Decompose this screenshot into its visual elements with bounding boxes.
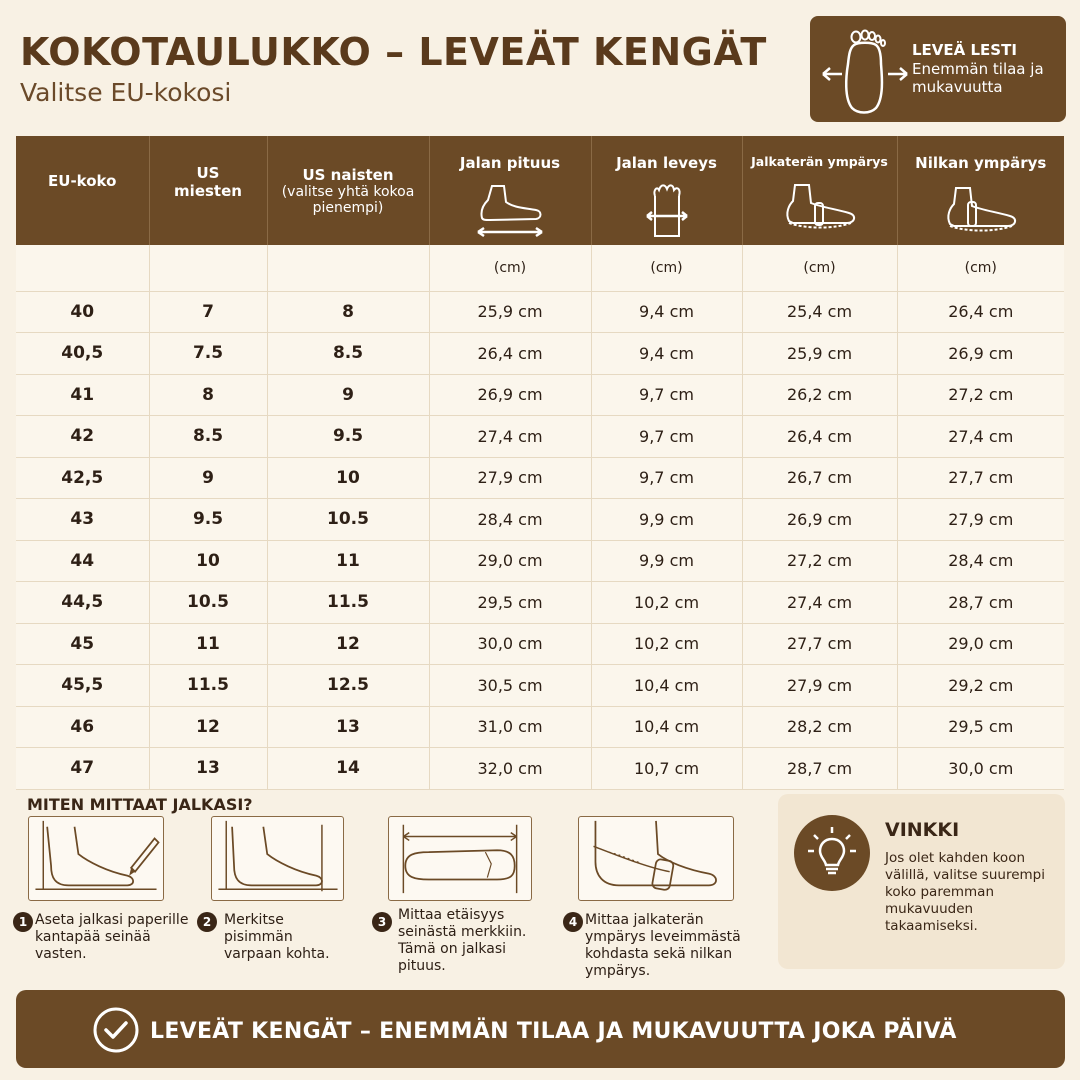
table-cell: 27,9 cm xyxy=(429,457,591,499)
table-cell: 10.5 xyxy=(267,499,429,541)
table-cell: 27,4 cm xyxy=(742,582,897,624)
table-cell: 12 xyxy=(149,706,267,748)
table-cell: 27,7 cm xyxy=(897,457,1064,499)
step-4-text: Mittaa jalkaterän ympärys leveimmästä kohdasta sekä nilkan ympärys. xyxy=(585,912,741,979)
table-cell: 9,9 cm xyxy=(591,540,742,582)
table-cell: 8 xyxy=(267,291,429,333)
size-table xyxy=(16,136,1064,790)
step-1-text: Aseta jalkasi paperille kantapää seinää vasten. xyxy=(35,912,189,962)
tip-box xyxy=(778,794,1065,969)
header-us-men: US miesten xyxy=(149,136,267,245)
lightbulb-icon xyxy=(794,815,870,891)
table-cell: 40,5 xyxy=(16,333,149,375)
table-cell: 27,4 cm xyxy=(897,416,1064,458)
header-foot-width: Jalan leveys xyxy=(591,136,742,245)
table-cell: 45 xyxy=(16,623,149,665)
table-cell: 10,2 cm xyxy=(591,582,742,624)
table-cell: 11.5 xyxy=(149,665,267,707)
table-cell: 30,0 cm xyxy=(897,748,1064,790)
table-cell: 9 xyxy=(267,374,429,416)
table-cell: 40 xyxy=(16,291,149,333)
unit-length: (cm) xyxy=(429,245,591,291)
table-cell: 25,9 cm xyxy=(429,291,591,333)
table-cell: 10,7 cm xyxy=(591,748,742,790)
table-cell: 10,2 cm xyxy=(591,623,742,665)
table-cell: 7 xyxy=(149,291,267,333)
header-ankle-girth: Nilkan ympärys xyxy=(897,136,1064,245)
table-cell: 27,2 cm xyxy=(742,540,897,582)
table-cell: 8.5 xyxy=(149,416,267,458)
table-cell: 29,5 cm xyxy=(429,582,591,624)
step-3-text: Mittaa etäisyys seinästä merkkiin. Tämä on jalkasi pituus. xyxy=(398,907,527,974)
tip-icon-circle xyxy=(794,815,870,891)
table-cell: 28,2 cm xyxy=(742,706,897,748)
unit-width: (cm) xyxy=(591,245,742,291)
header-us-women: US naisten (valitse yhtä kokoa pienempi) xyxy=(267,136,429,245)
table-cell: 9,9 cm xyxy=(591,499,742,541)
header-ball-girth: Jalkaterän ympärys xyxy=(742,136,897,245)
table-cell: 25,9 cm xyxy=(742,333,897,375)
table-cell: 9,4 cm xyxy=(591,291,742,333)
tip-text: Jos olet kahden koon välillä, valitse suurempi koko paremman mukavuuden takaamiseksi. xyxy=(885,850,1045,934)
step-4-number: 4 xyxy=(563,912,583,932)
step-2-image xyxy=(211,816,344,901)
table-cell: 27,7 cm xyxy=(742,623,897,665)
table-cell: 9,4 cm xyxy=(591,333,742,375)
table-cell: 26,9 cm xyxy=(429,374,591,416)
table-row xyxy=(16,540,1064,582)
table-cell: 9.5 xyxy=(149,499,267,541)
table-cell: 44,5 xyxy=(16,582,149,624)
table-cell: 28,4 cm xyxy=(429,499,591,541)
table-row xyxy=(16,748,1064,790)
table-cell: 26,4 cm xyxy=(429,333,591,375)
table-cell: 12.5 xyxy=(267,665,429,707)
table-cell: 12 xyxy=(267,623,429,665)
table-cell: 26,7 cm xyxy=(742,457,897,499)
table-row xyxy=(16,374,1064,416)
table-row xyxy=(16,623,1064,665)
table-cell: 9,7 cm xyxy=(591,374,742,416)
badge-title: LEVEÄ LESTI xyxy=(912,41,1017,59)
table-row xyxy=(16,665,1064,707)
table-cell: 30,0 cm xyxy=(429,623,591,665)
table-cell: 26,2 cm xyxy=(742,374,897,416)
unit-ball: (cm) xyxy=(742,245,897,291)
page-title: KOKOTAULUKKO – LEVEÄT KENGÄT xyxy=(20,30,767,74)
table-cell: 28,7 cm xyxy=(742,748,897,790)
table-cell: 13 xyxy=(149,748,267,790)
table-cell: 8.5 xyxy=(267,333,429,375)
badge-text: Enemmän tilaa ja mukavuutta xyxy=(912,60,1044,96)
table-cell: 26,9 cm xyxy=(897,333,1064,375)
table-row xyxy=(16,291,1064,333)
table-cell: 9.5 xyxy=(267,416,429,458)
table-cell: 43 xyxy=(16,499,149,541)
table-row xyxy=(16,706,1064,748)
table-cell: 29,0 cm xyxy=(897,623,1064,665)
table-row xyxy=(16,457,1064,499)
check-circle-icon xyxy=(92,1006,140,1054)
table-cell: 13 xyxy=(267,706,429,748)
step-2-text: Merkitse pisimmän varpaan kohta. xyxy=(224,912,330,962)
table-cell: 27,4 cm xyxy=(429,416,591,458)
header-eu: EU-koko xyxy=(16,136,149,245)
table-cell: 8 xyxy=(149,374,267,416)
foot-width-icon xyxy=(637,180,697,240)
table-cell: 10 xyxy=(267,457,429,499)
table-cell: 9,7 cm xyxy=(591,416,742,458)
table-cell: 11 xyxy=(267,540,429,582)
table-cell: 28,4 cm xyxy=(897,540,1064,582)
step-1-number: 1 xyxy=(13,912,33,932)
ball-girth-icon xyxy=(775,177,865,233)
footer-banner xyxy=(16,990,1065,1068)
step-3-image xyxy=(388,816,532,901)
page-subtitle: Valitse EU-kokosi xyxy=(20,78,232,107)
table-row xyxy=(16,416,1064,458)
table-cell: 29,5 cm xyxy=(897,706,1064,748)
table-cell: 28,7 cm xyxy=(897,582,1064,624)
measure-title: MITEN MITTAAT JALKASI? xyxy=(27,795,253,814)
table-cell: 9,7 cm xyxy=(591,457,742,499)
table-cell: 44 xyxy=(16,540,149,582)
footer-text: LEVEÄT KENGÄT – ENEMMÄN TILAA JA MUKAVUUTTA JOKA PÄIVÄ xyxy=(150,1019,957,1044)
table-cell: 7.5 xyxy=(149,333,267,375)
table-cell: 25,4 cm xyxy=(742,291,897,333)
table-cell: 30,5 cm xyxy=(429,665,591,707)
table-cell: 26,9 cm xyxy=(742,499,897,541)
table-cell: 42,5 xyxy=(16,457,149,499)
wide-foot-icon xyxy=(820,28,910,114)
table-cell: 10,4 cm xyxy=(591,665,742,707)
table-cell: 27,2 cm xyxy=(897,374,1064,416)
table-header-row xyxy=(16,136,1064,245)
table-cell: 27,9 cm xyxy=(742,665,897,707)
table-row xyxy=(16,582,1064,624)
step-1-image xyxy=(28,816,164,901)
step-3-number: 3 xyxy=(372,912,392,932)
table-cell: 11 xyxy=(149,623,267,665)
table-cell: 14 xyxy=(267,748,429,790)
table-cell: 46 xyxy=(16,706,149,748)
table-cell: 42 xyxy=(16,416,149,458)
table-cell: 11.5 xyxy=(267,582,429,624)
table-cell: 26,4 cm xyxy=(897,291,1064,333)
table-cell: 41 xyxy=(16,374,149,416)
table-cell: 10 xyxy=(149,540,267,582)
tip-title: VINKKI xyxy=(885,819,960,841)
table-cell: 31,0 cm xyxy=(429,706,591,748)
header-foot-length: Jalan pituus xyxy=(429,136,591,245)
table-row xyxy=(16,333,1064,375)
unit-row xyxy=(16,245,1064,291)
table-row xyxy=(16,499,1064,541)
table-cell: 10,4 cm xyxy=(591,706,742,748)
foot-length-icon xyxy=(470,180,550,238)
table-cell: 10.5 xyxy=(149,582,267,624)
table-cell: 29,0 cm xyxy=(429,540,591,582)
table-cell: 26,4 cm xyxy=(742,416,897,458)
ankle-girth-icon xyxy=(936,180,1026,236)
table-cell: 47 xyxy=(16,748,149,790)
wide-last-badge xyxy=(810,16,1066,122)
table-cell: 32,0 cm xyxy=(429,748,591,790)
table-cell: 9 xyxy=(149,457,267,499)
table-cell: 27,9 cm xyxy=(897,499,1064,541)
unit-ankle: (cm) xyxy=(897,245,1064,291)
step-2-number: 2 xyxy=(197,912,217,932)
table-cell: 29,2 cm xyxy=(897,665,1064,707)
table-cell: 45,5 xyxy=(16,665,149,707)
step-4-image xyxy=(578,816,734,901)
